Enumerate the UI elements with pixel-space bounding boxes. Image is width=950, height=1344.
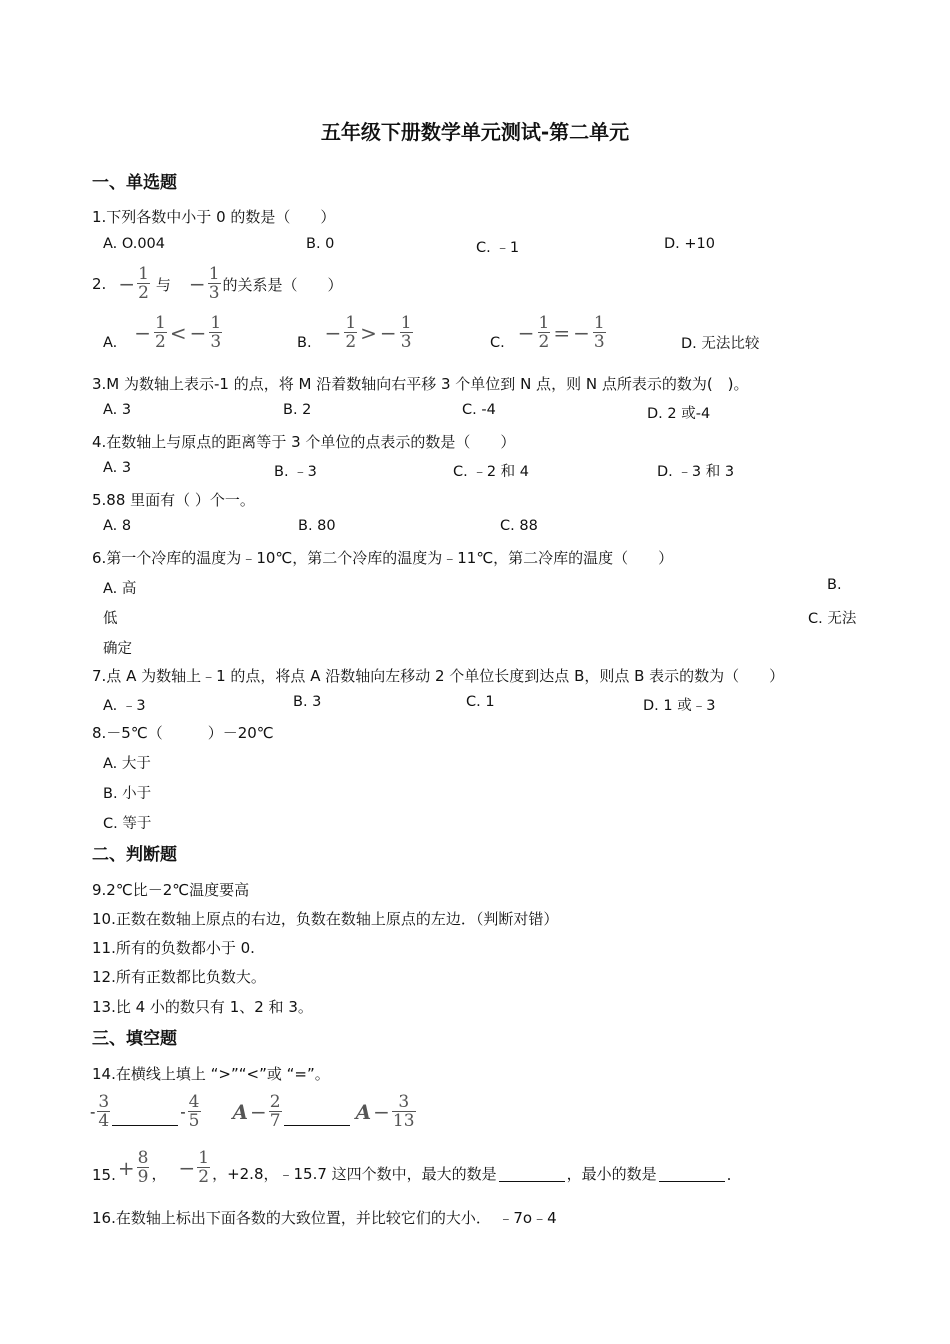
question-3-option-c[interactable]: C. -4 [462, 402, 496, 418]
question-6-option-c-part1[interactable]: C. 无法 [808, 611, 857, 627]
greater-than-sign: > [360, 321, 377, 345]
fraction-one-half [137, 266, 150, 302]
fraction-eight-ninths [137, 1150, 150, 1186]
option-letter: B. [297, 335, 312, 351]
fraction-one-third [208, 266, 221, 302]
comma: ， [151, 1165, 167, 1183]
numerator: 1 [210, 313, 222, 333]
denominator: 4 [98, 1111, 110, 1131]
question-7-stem: 7.点 A 为数轴上﹣1 的点，将点 A 沿数轴向左移动 2 个单位长度到达点 B，则点 B 表示的数为（ ） [92, 667, 785, 685]
question-8-option-b[interactable]: B. 小于 [103, 786, 152, 802]
question-15-tail-1: ，+2.8，﹣15.7 这四个数中，最大的数是 [212, 1165, 497, 1183]
question-15-stem [92, 1146, 731, 1190]
question-5-option-c[interactable]: C. 88 [500, 518, 538, 534]
fraction-four-fifths [188, 1094, 201, 1130]
question-7-option-c[interactable]: C. 1 [466, 694, 495, 710]
fraction-one-third [593, 315, 606, 351]
plus-sign: + [117, 1156, 135, 1180]
question-4-stem: 4.在数轴上与原点的距离等于 3 个单位的点表示的数是（ ） [92, 433, 516, 451]
numerator: 1 [345, 313, 357, 333]
question-4-option-c[interactable]: C. ﹣2 和 4 [453, 464, 530, 480]
minus-sign: − [134, 321, 152, 345]
question-6-option-b-text[interactable]: 低 [103, 611, 118, 627]
question-3-stem: 3.M 为数轴上表示-1 的点，将 M 沿着数轴向右平移 3 个单位到 N 点，则 N 点所表示的数为( )。 [92, 375, 749, 393]
question-10: 10.正数在数轴上原点的右边，负数在数轴上原点的左边．（判断对错） [92, 910, 559, 928]
question-14-stem: 14.在横线上填上 “>”“<”或 “=”。 [92, 1065, 330, 1083]
question-15-number: 15. [92, 1166, 116, 1184]
numerator: 1 [155, 313, 166, 333]
numerator: 4 [188, 1092, 200, 1112]
minus-sign: − [324, 321, 342, 345]
numerator: 1 [138, 264, 149, 284]
question-16: 16.在数轴上标出下面各数的大致位置，并比较它们的大小． ﹣7o﹣4 [92, 1209, 557, 1227]
question-5-option-a[interactable]: A. 8 [103, 518, 132, 534]
denominator: 2 [138, 283, 149, 303]
question-2-option-a[interactable] [103, 312, 222, 354]
minus-sign: - [90, 1103, 96, 1121]
fraction-three-fourths [97, 1094, 110, 1130]
option-letter: A. [103, 335, 118, 351]
question-1-option-a[interactable]: A. O.004 [103, 236, 165, 252]
answer-blank-largest[interactable] [499, 1180, 565, 1182]
denominator: 3 [210, 332, 222, 352]
section-heading-single-choice: 一、单选题 [92, 173, 177, 193]
minus-sign: − [178, 1156, 196, 1180]
question-3-option-b[interactable]: B. 2 [283, 402, 312, 418]
fraction-two-sevenths [269, 1094, 282, 1130]
answer-blank-smallest[interactable] [659, 1180, 725, 1182]
question-7-option-d[interactable]: D. 1 或﹣3 [643, 698, 716, 714]
minus-sign: − [379, 321, 397, 345]
minus-sign: − [118, 272, 136, 296]
section-heading-true-false: 二、判断题 [92, 845, 177, 865]
question-2-option-d[interactable]: D. 无法比较 [681, 336, 760, 352]
question-15-tail-2: ，最小的数是 [566, 1165, 657, 1183]
answer-blank-2[interactable] [284, 1124, 350, 1126]
section-heading-fill-blank: 三、填空题 [92, 1029, 177, 1049]
question-5-option-b[interactable]: B. 80 [298, 518, 336, 534]
minus-sign: − [250, 1100, 267, 1124]
numerator: 8 [137, 1148, 149, 1168]
variable-a: A [355, 1100, 372, 1124]
minus-sign: - [180, 1103, 186, 1121]
question-6-option-a[interactable]: A. 高 [103, 581, 137, 597]
fraction-one-third [209, 315, 222, 351]
numerator: 3 [98, 1092, 110, 1112]
question-12: 12.所有正数都比负数大。 [92, 968, 266, 986]
numerator: 1 [208, 264, 220, 284]
question-4-option-a[interactable]: A. 3 [103, 460, 132, 476]
denominator: 3 [593, 332, 605, 352]
fraction-three-thirteenths [392, 1094, 416, 1130]
question-6-stem: 6.第一个冷库的温度为﹣10℃，第二个冷库的温度为﹣11℃，第二冷库的温度（ ） [92, 549, 674, 567]
numerator: 1 [400, 313, 412, 333]
answer-blank-1[interactable] [112, 1124, 178, 1126]
fraction-one-half [154, 315, 167, 351]
question-1-option-b[interactable]: B. 0 [306, 236, 335, 252]
denominator: 9 [137, 1167, 149, 1187]
question-4-option-b[interactable]: B. ﹣3 [274, 464, 317, 480]
question-9: 9.2℃比－2℃温度要高 [92, 881, 250, 899]
question-15-tail-3: . [726, 1166, 732, 1184]
question-2-option-c[interactable] [490, 312, 606, 354]
minus-sign: − [573, 321, 590, 345]
fraction-one-half [538, 315, 551, 351]
equals-sign: = [553, 321, 571, 345]
denominator: 3 [400, 332, 412, 352]
minus-sign: − [373, 1100, 390, 1124]
question-6-option-c-part2[interactable]: 确定 [103, 641, 132, 657]
denominator: 13 [392, 1111, 415, 1131]
question-2-stem [92, 262, 343, 306]
denominator: 2 [198, 1167, 210, 1187]
less-than-sign: < [169, 321, 187, 345]
denominator: 7 [269, 1111, 281, 1131]
denominator: 2 [538, 332, 550, 352]
question-8-option-a[interactable]: A. 大于 [103, 756, 151, 772]
minus-sign: − [189, 321, 207, 345]
denominator: 2 [155, 332, 166, 352]
fraction-one-half [197, 1150, 210, 1186]
question-2-tail: 的关系是（ ） [222, 275, 343, 294]
question-2-number: 2. [92, 275, 107, 293]
question-14-expressions [90, 1090, 416, 1134]
question-11: 11.所有的负数都小于 0. [92, 939, 255, 957]
question-3-option-d[interactable]: D. 2 或-4 [647, 406, 711, 422]
denominator: 3 [208, 283, 220, 303]
question-13: 13.比 4 小的数只有 1、2 和 3。 [92, 998, 313, 1016]
minus-sign: − [188, 272, 206, 296]
question-8-option-c[interactable]: C. 等于 [103, 816, 152, 832]
question-6-option-b-letter[interactable]: B. [827, 577, 842, 593]
numerator: 1 [538, 313, 550, 333]
fraction-one-third [400, 315, 413, 351]
page-title: 五年级下册数学单元测试-第二单元 [320, 120, 630, 144]
question-5-stem: 5.88 里面有（ ）个一。 [92, 491, 255, 509]
question-7-option-a[interactable]: A. ﹣3 [103, 698, 146, 714]
question-7-option-b[interactable]: B. 3 [293, 694, 322, 710]
numerator: 3 [398, 1092, 410, 1112]
question-3-option-a[interactable]: A. 3 [103, 402, 132, 418]
question-4-option-d[interactable]: D. ﹣3 和 3 [657, 464, 735, 480]
question-8-stem: 8.－5℃（ ）－20℃ [92, 724, 274, 742]
minus-sign: − [517, 321, 535, 345]
denominator: 2 [345, 332, 357, 352]
variable-a: A [232, 1100, 249, 1124]
question-2-with: 与 [155, 275, 171, 294]
question-2-option-b[interactable] [297, 312, 413, 354]
option-letter: C. [490, 335, 505, 351]
numerator: 1 [198, 1148, 210, 1168]
fraction-one-half [344, 315, 357, 351]
question-1-stem: 1.下列各数中小于 0 的数是（ ） [92, 208, 336, 226]
question-1-option-d[interactable]: D. +10 [664, 236, 715, 252]
numerator: 2 [269, 1092, 281, 1112]
numerator: 1 [593, 313, 605, 333]
question-1-option-c[interactable]: C. ﹣1 [476, 240, 520, 256]
denominator: 5 [188, 1111, 200, 1131]
